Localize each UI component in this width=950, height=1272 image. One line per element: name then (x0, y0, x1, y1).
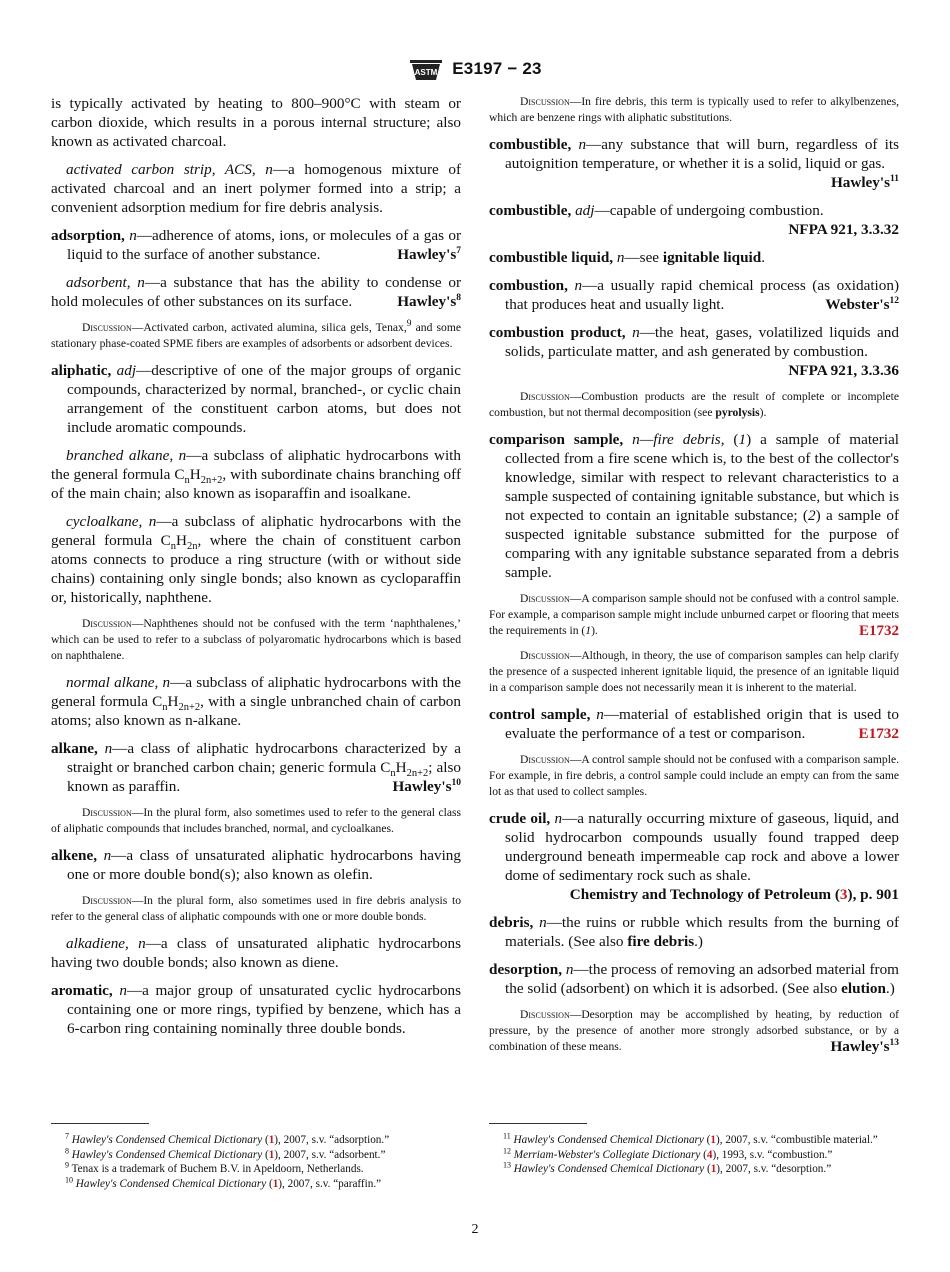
definition-adsorbent: adsorbent, n—a substance that has the ability to condense or hold molecules of other substances on its surface. $Hawley's^8$ (51, 274, 462, 310)
reference-e1732[interactable]: E1732 (858, 623, 899, 639)
footnote-11: $^{11}$ Hawley's Condensed Chemical Dictionary (1), 2007, s.v. “combustible material.” (503, 1131, 878, 1146)
definition-alkene: alkene, n—a class of unsaturated aliphatic hydrocarbons having one or more double bond(s); also known as olefin. (51, 847, 461, 883)
discussion-combustion-product: Discussion—Combustion products are the result of complete or incomplete combustion, but not thermal decomposition (see pyrolysis). (489, 390, 899, 419)
definition-debris: debris, n—the ruins or rubble which results from the burning of materials. (See also fire debris.) (489, 914, 899, 950)
discussion-comparison-sample-2: Discussion—Although, in theory, the use of comparison samples can help clarify the presence of a suspected inherent ignitable liquid, the presence of an ignitable liquid in a comparison sample does not necessarily mean it is inherent to the material. (489, 649, 899, 694)
definition-adsorption: adsorption, n—adherence of atoms, ions, or molecules of a gas or liquid to the surface of another substance. $Hawley's^7$ (51, 227, 462, 263)
definition-aliphatic: aliphatic, adj—descriptive of one of the major groups of organic compounds, characterized by normal, branched-, or cyclic chain arrangement of the constituent carbon atoms, but does not include aromatic compounds. (51, 362, 461, 436)
astm-logo-text: ASTM (414, 68, 438, 77)
definition-control-sample: control sample, n—material of established origin that is used to evaluate the performance of a test or comparison. E1732 (489, 706, 899, 742)
discussion-desorption: Discussion—Desorption may be accomplished by heating, by reduction of pressure, by the presence of another more strongly adsorbed substance, or by a combination of these means. $Hawley's^{13}$ (489, 1008, 899, 1055)
definition-combustion: combustion, n—a usually rapid chemical process (as oxidation) that produces heat and usually light. $Webster's^{12}$ (489, 277, 900, 313)
carry-over-paragraph: is typically activated by heating to 800–900°C with steam or carbon dioxide, which results in a porous internal structure; also known as activated charcoal. (51, 95, 461, 150)
discussion-alkene: Discussion—In the plural form, also sometimes used in fire debris analysis to refer to the general class of aliphatic compounds with one or more double bonds. (51, 894, 461, 923)
footnote-8: $^8$ Hawley's Condensed Chemical Dictionary (1), 2007, s.v. “adsorbent.” (65, 1145, 386, 1161)
definition-comparison-sample: comparison sample, n—fire debris, (1) a sample of material collected from a fire scene which is, to the best of the collector's knowledge, similar with respect to relevant characteristics to a sample suspected of containing ignitable substance, but which is not expected to contain an ignitable substance; (2) a sample of suspected ignitable substance submitted for the purpose of comparing with any ignitable substance separated from a debris sample. (489, 431, 900, 581)
astm-logo-icon (408, 54, 444, 84)
definition-combustion-product: combustion product, n—the heat, gases, volatilized liquids and solids, particulate matter, and ash generated by combustion. NFPA 921, 3.3.36 (489, 324, 899, 379)
reference-e1732-control[interactable]: E1732 (858, 725, 899, 742)
footnote-rule-left (51, 1123, 149, 1124)
definition-desorption: desorption, n—the process of removing an adsorbed material from the solid (adsorbent) on which it is adsorbed. (See also elution.) (489, 961, 899, 997)
footnote-9: $^9$ Tenax is a trademark of Buchem B.V. in Apeldoorn, Netherlands. (65, 1160, 364, 1176)
footnote-10: $^{10}$ Hawley's Condensed Chemical Dictionary (1), 2007, s.v. “paraffin.” (65, 1175, 382, 1191)
definition-branched-alkane: branched alkane, n—a subclass of aliphatic hydrocarbons with the general formula $C_nH_{2n+2}$, with subordinate chains branching off of the main chain; also known as isoparaffin and isoalkane. (51, 447, 461, 502)
footnote-rule-right (489, 1123, 587, 1124)
definition-alkadiene: alkadiene, n—a class of unsaturated aliphatic hydrocarbons having two double bonds; also known as diene. (51, 935, 461, 971)
definition-crude-oil: crude oil, n—a naturally occurring mixture of gaseous, liquid, and solid hydrocarbon compounds usually found trapped deep underground beneath impermeable cap rock and above a lower dome of sedimentary rock such as shale. Chemistry and Technology of Petroleum (3), p. 901 (489, 810, 900, 903)
footnote-12: $^{12}$ Merriam-Webster's Collegiate Dictionary (4), 1993, s.v. “combustion.” (503, 1145, 833, 1161)
reference-3[interactable]: 3 (839, 886, 848, 903)
discussion-alkane: Discussion—In the plural form, also sometimes used to refer to the general class of aliphatic compounds that includes branched, normal, and cycloalkanes. (51, 806, 461, 835)
document-number: E3197 − 23 (452, 59, 542, 78)
right-column (489, 94, 899, 1064)
definition-activated-carbon-strip: activated carbon strip, ACS, n—a homogenous mixture of activated charcoal and an inert polymer formed into a strip; a convenient adsorption medium for fire debris analysis. (51, 161, 461, 216)
footnote-13: $^{13}$ Hawley's Condensed Chemical Dictionary (1), 2007, s.v. “desorption.” (503, 1160, 832, 1176)
definition-combustible-liquid: combustible liquid, n—see ignitable liquid. (489, 249, 765, 266)
definition-normal-alkane: normal alkane, n—a subclass of aliphatic hydrocarbons with the general formula $C_nH_{2n+2}$, with a single unbranched chain of carbon atoms; also known as n-alkane. (51, 674, 461, 729)
definition-aromatic: aromatic, n—a major group of unsaturated cyclic hydrocarbons containing one or more rings, typified by benzene, which has a 6-carbon ring containing nominally three double bonds. (51, 982, 461, 1037)
definition-combustible-adj: combustible, adj—capable of undergoing combustion. NFPA 921, 3.3.32 (489, 202, 899, 238)
footnotes-right (489, 1133, 899, 1177)
page-number: 2 (471, 1222, 479, 1237)
definition-cycloalkane: cycloalkane, n—a subclass of aliphatic hydrocarbons with the general formula $C_nH_{2n}$, where the chain of constituent carbon atoms connects to produce a ring structure (with or without side chains) containing only single bonds; also known as cycloparaffin or, historically, naphthene. (51, 513, 461, 606)
discussion-adsorbent: Discussion—Activated carbon, activated alumina, silica gels, Tenax,$^9$ and some stationary phase-coated SPME fibers are examples of adsorbents or adsorbent devices. (51, 319, 462, 350)
page-header (0, 52, 950, 86)
discussion-aromatic: Discussion—In fire debris, this term is typically used to refer to alkylbenzenes, which are benzene rings with aliphatic substitutions. (489, 95, 899, 124)
definition-alkane: alkane, n—a class of aliphatic hydrocarbons characterized by a straight or branched carbon chain; generic formula $C_nH_{2n+2}$; also known as paraffin. $Hawley's^{10}$ (51, 740, 462, 795)
discussion-control-sample: Discussion—A control sample should not be confused with a comparison sample. For example, in fire debris, a control sample could include an empty can from the same lot as that used to collect samples. (489, 753, 899, 798)
discussion-comparison-sample-1: Discussion—A comparison sample should not be confused with a control sample. For example, a comparison sample might include unburned carpet or flooring that meets the requirements in (1). E1732 (489, 592, 899, 639)
footnote-7: $^7$ Hawley's Condensed Chemical Dictionary (1), 2007, s.v. “adsorption.” (65, 1131, 390, 1146)
left-column (51, 94, 461, 1047)
definition-combustible-noun: combustible, n—any substance that will burn, regardless of its autoignition temperature, or whether it is a solid, liquid or gas. $Hawley's^{11}$ (489, 136, 899, 191)
discussion-cycloalkane: Discussion—Naphthenes should not be confused with the term ‘naphthalenes,’ which can be used to refer to a subclass of polyaromatic hydrocarbons which is based on naphthalene. (51, 617, 461, 662)
footnotes-left (51, 1133, 461, 1192)
